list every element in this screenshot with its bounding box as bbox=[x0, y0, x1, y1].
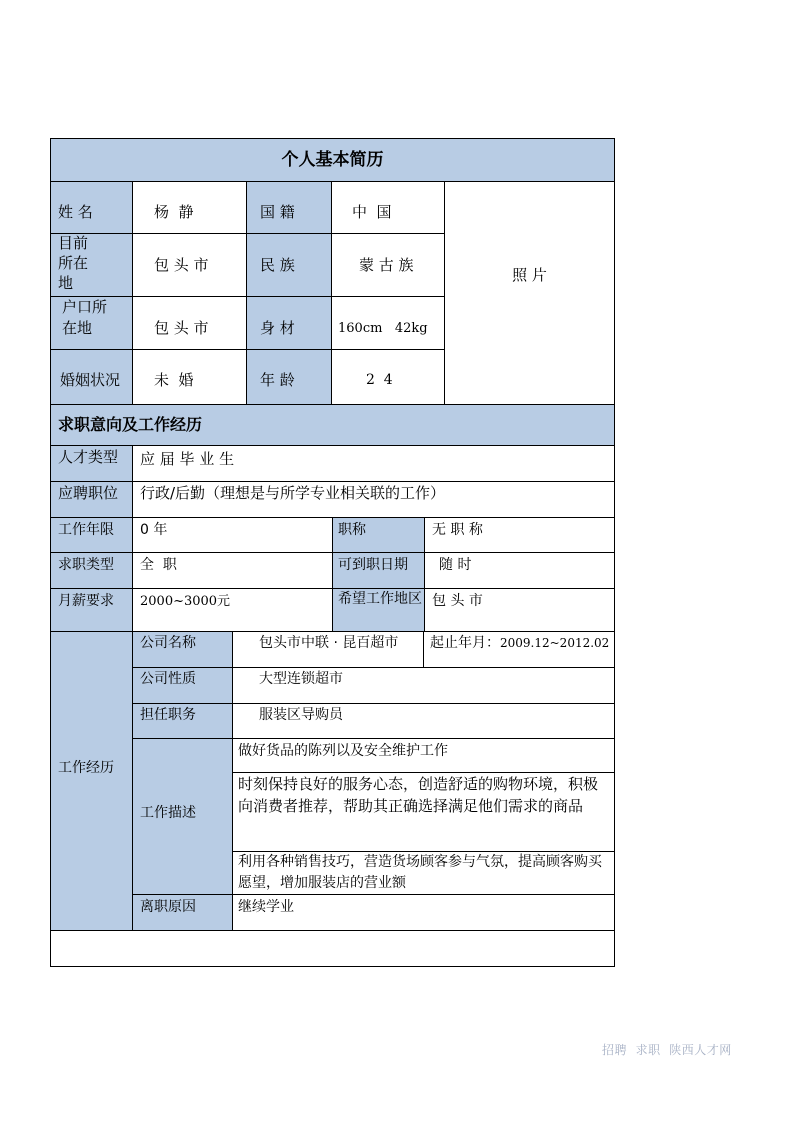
salary-label: 月薪要求 bbox=[58, 593, 114, 609]
border-line bbox=[132, 738, 615, 739]
desc-item: 做好货品的陈列以及安全维护工作 bbox=[238, 743, 448, 759]
ethnicity-label: 民 族 bbox=[260, 256, 295, 274]
nationality-value: 中 国 bbox=[352, 203, 392, 221]
section-job-title: 求职意向及工作经历 bbox=[58, 415, 203, 434]
hukou-label: 户口所 在地 bbox=[62, 298, 108, 337]
border-line bbox=[50, 349, 444, 350]
border-line bbox=[132, 894, 615, 895]
leave-label: 离职原因 bbox=[140, 899, 196, 915]
years-value: 0 年 bbox=[140, 522, 168, 538]
border-line bbox=[444, 181, 445, 404]
border-line bbox=[423, 631, 424, 667]
border-line bbox=[50, 181, 615, 182]
seek-type-value: 全 职 bbox=[140, 557, 177, 573]
years-label: 工作年限 bbox=[58, 522, 114, 538]
border-line bbox=[232, 631, 233, 930]
salary-value: 2000~3000元 bbox=[140, 594, 231, 609]
border-line bbox=[424, 517, 425, 631]
location-value: 包 头 市 bbox=[154, 256, 209, 274]
experience-section-label: 工作经历 bbox=[58, 760, 114, 776]
marital-value: 未 婚 bbox=[154, 371, 194, 389]
title-value: 无 职 称 bbox=[432, 522, 483, 538]
company-label: 公司名称 bbox=[140, 635, 196, 651]
talent-type-value: 应 届 毕 业 生 bbox=[140, 450, 235, 468]
nationality-label: 国 籍 bbox=[260, 203, 295, 221]
nature-value: 大型连锁超市 bbox=[259, 671, 343, 687]
age-label: 年 龄 bbox=[260, 371, 295, 389]
border-line bbox=[50, 930, 615, 931]
resume-title: 个人基本简历 bbox=[281, 150, 384, 170]
seek-type-label: 求职类型 bbox=[58, 557, 114, 573]
desc-item: 时刻保持良好的服务心态，创造舒适的购物环境，积极向消费者推荐，帮助其正确选择满足他们需求的商品 bbox=[238, 775, 599, 815]
company-value: 包头市中联 · 昆百超市 bbox=[259, 635, 399, 651]
period-value: 2009.12~2012.02 bbox=[500, 636, 610, 650]
desc-item: 利用各种销售技巧，营造货场顾客参与气氛，提高顾客购买愿望，增加服装店的营业额 bbox=[238, 854, 602, 891]
available-value: 随 时 bbox=[439, 557, 472, 573]
talent-type-label: 人才类型 bbox=[58, 448, 119, 466]
position-value: 行政/后勤（理想是与所学专业相关联的工作） bbox=[140, 484, 446, 502]
name-label: 姓 名 bbox=[58, 203, 93, 221]
position-label: 应聘职位 bbox=[58, 484, 119, 502]
border-line bbox=[50, 966, 615, 967]
border-line bbox=[331, 181, 332, 404]
role-value: 服装区导购员 bbox=[259, 707, 343, 723]
name-value: 杨 静 bbox=[154, 203, 194, 221]
exp-label-fill bbox=[51, 631, 132, 930]
title-label: 职称 bbox=[338, 522, 366, 538]
marital-label: 婚姻状况 bbox=[60, 371, 121, 389]
available-label: 可到职日期 bbox=[338, 557, 408, 573]
age-value: 2 4 bbox=[366, 372, 393, 388]
border-line bbox=[246, 181, 247, 404]
photo-placeholder: 照 片 bbox=[512, 266, 547, 284]
desc-label: 工作描述 bbox=[140, 805, 196, 821]
location-label: 目前 所在 地 bbox=[58, 234, 89, 292]
border-line bbox=[50, 445, 615, 446]
footer-watermark[interactable]: 招聘 求职 陕西人才网 bbox=[602, 1043, 732, 1057]
nature-label: 公司性质 bbox=[140, 671, 196, 687]
border-line bbox=[132, 181, 133, 404]
border-line bbox=[614, 138, 615, 967]
period-label: 起止年月： bbox=[430, 635, 500, 651]
border-line bbox=[332, 517, 333, 631]
border-line bbox=[50, 138, 51, 967]
ethnicity-value: 蒙 古 族 bbox=[359, 256, 414, 274]
role-label: 担任职务 bbox=[140, 707, 196, 723]
body-label: 身 材 bbox=[260, 319, 295, 337]
border-line bbox=[132, 445, 133, 930]
area-label: 希望工作地区 bbox=[338, 591, 422, 607]
area-value: 包 头 市 bbox=[432, 593, 483, 609]
hukou-value: 包 头 市 bbox=[154, 319, 209, 337]
leave-value: 继续学业 bbox=[238, 899, 294, 915]
body-value: 160cm 42kg bbox=[338, 321, 428, 336]
period bbox=[430, 632, 614, 654]
